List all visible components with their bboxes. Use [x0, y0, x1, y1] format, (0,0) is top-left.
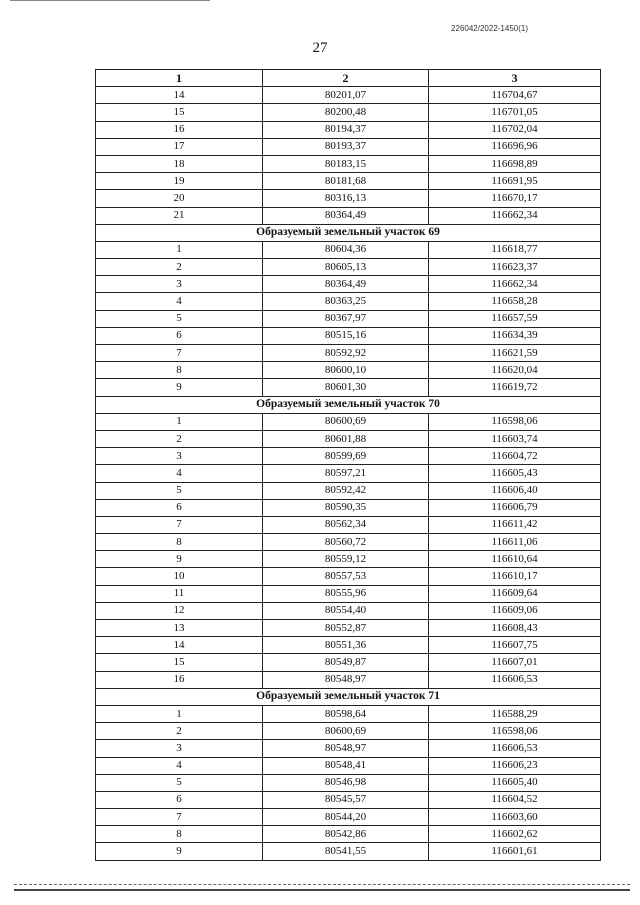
y-coordinate-cell: 116606,53 — [429, 740, 601, 757]
y-coordinate-cell: 116609,06 — [429, 602, 601, 619]
table-row — [96, 465, 601, 482]
point-number-cell: 4 — [96, 293, 263, 310]
y-coordinate-cell: 116605,40 — [429, 774, 601, 791]
point-number-cell: 9 — [96, 379, 263, 396]
point-number-cell: 1 — [96, 241, 263, 258]
table-row — [96, 482, 601, 499]
table-row — [96, 723, 601, 740]
page-number: 27 — [312, 40, 328, 56]
point-number-cell: 15 — [96, 104, 263, 121]
table-body — [96, 87, 601, 860]
document-reference: 226042/2022-1450(1) — [451, 24, 528, 33]
y-coordinate-cell: 116607,01 — [429, 654, 601, 671]
x-coordinate-cell: 80592,92 — [263, 345, 429, 362]
y-coordinate-cell: 116623,37 — [429, 259, 601, 276]
point-number-cell: 15 — [96, 654, 263, 671]
y-coordinate-cell: 116603,74 — [429, 430, 601, 447]
section-row — [96, 688, 601, 705]
table-row — [96, 190, 601, 207]
x-coordinate-cell: 80541,55 — [263, 843, 429, 860]
point-number-cell: 17 — [96, 138, 263, 155]
bottom-dashed-rule — [14, 884, 630, 885]
x-coordinate-cell: 80601,30 — [263, 379, 429, 396]
table-row — [96, 413, 601, 430]
table-row — [96, 740, 601, 757]
x-coordinate-cell: 80548,41 — [263, 757, 429, 774]
x-coordinate-cell: 80181,68 — [263, 173, 429, 190]
point-number-cell: 3 — [96, 448, 263, 465]
y-coordinate-cell: 116603,60 — [429, 809, 601, 826]
point-number-cell: 18 — [96, 155, 263, 172]
x-coordinate-cell: 80604,36 — [263, 241, 429, 258]
point-number-cell: 21 — [96, 207, 263, 224]
section-row — [96, 224, 601, 241]
x-coordinate-cell: 80600,69 — [263, 723, 429, 740]
table-row — [96, 534, 601, 551]
x-coordinate-cell: 80557,53 — [263, 568, 429, 585]
table-row — [96, 173, 601, 190]
x-coordinate-cell: 80183,15 — [263, 155, 429, 172]
y-coordinate-cell: 116606,79 — [429, 499, 601, 516]
point-number-cell: 3 — [96, 740, 263, 757]
x-coordinate-cell: 80552,87 — [263, 620, 429, 637]
header-point-number: 1 — [96, 70, 263, 87]
top-rule — [10, 0, 210, 1]
table-row — [96, 499, 601, 516]
point-number-cell: 8 — [96, 534, 263, 551]
y-coordinate-cell: 116698,89 — [429, 155, 601, 172]
x-coordinate-cell: 80363,25 — [263, 293, 429, 310]
table-row — [96, 293, 601, 310]
point-number-cell: 9 — [96, 551, 263, 568]
y-coordinate-cell: 116702,04 — [429, 121, 601, 138]
x-coordinate-cell: 80598,64 — [263, 705, 429, 722]
table-row — [96, 774, 601, 791]
y-coordinate-cell: 116662,34 — [429, 276, 601, 293]
y-coordinate-cell: 116696,96 — [429, 138, 601, 155]
y-coordinate-cell: 116634,39 — [429, 327, 601, 344]
table-row — [96, 379, 601, 396]
point-number-cell: 13 — [96, 620, 263, 637]
table-row — [96, 362, 601, 379]
table-row — [96, 241, 601, 258]
x-coordinate-cell: 80546,98 — [263, 774, 429, 791]
y-coordinate-cell: 116609,64 — [429, 585, 601, 602]
point-number-cell: 2 — [96, 430, 263, 447]
x-coordinate-cell: 80193,37 — [263, 138, 429, 155]
point-number-cell: 3 — [96, 276, 263, 293]
x-coordinate-cell: 80364,49 — [263, 207, 429, 224]
point-number-cell: 16 — [96, 671, 263, 688]
x-coordinate-cell: 80544,20 — [263, 809, 429, 826]
section-title: Образуемый земельный участок 69 — [96, 224, 601, 241]
point-number-cell: 5 — [96, 774, 263, 791]
point-number-cell: 1 — [96, 413, 263, 430]
table-row — [96, 87, 601, 104]
y-coordinate-cell: 116598,06 — [429, 413, 601, 430]
point-number-cell: 4 — [96, 757, 263, 774]
y-coordinate-cell: 116606,53 — [429, 671, 601, 688]
table-row — [96, 791, 601, 808]
x-coordinate-cell: 80592,42 — [263, 482, 429, 499]
y-coordinate-cell: 116610,64 — [429, 551, 601, 568]
table-row — [96, 568, 601, 585]
table-row — [96, 757, 601, 774]
x-coordinate-cell: 80597,21 — [263, 465, 429, 482]
point-number-cell: 4 — [96, 465, 263, 482]
section-title: Образуемый земельный участок 70 — [96, 396, 601, 413]
x-coordinate-cell: 80600,69 — [263, 413, 429, 430]
y-coordinate-cell: 116605,43 — [429, 465, 601, 482]
bottom-solid-rule — [14, 889, 630, 891]
table-row — [96, 551, 601, 568]
point-number-cell: 14 — [96, 87, 263, 104]
table-row — [96, 345, 601, 362]
table-row — [96, 121, 601, 138]
point-number-cell: 14 — [96, 637, 263, 654]
point-number-cell: 6 — [96, 499, 263, 516]
table-row — [96, 585, 601, 602]
y-coordinate-cell: 116598,06 — [429, 723, 601, 740]
table-row — [96, 826, 601, 843]
point-number-cell: 7 — [96, 345, 263, 362]
table-row — [96, 138, 601, 155]
point-number-cell: 5 — [96, 482, 263, 499]
x-coordinate-cell: 80601,88 — [263, 430, 429, 447]
y-coordinate-cell: 116601,61 — [429, 843, 601, 860]
point-number-cell: 8 — [96, 362, 263, 379]
y-coordinate-cell: 116618,77 — [429, 241, 601, 258]
point-number-cell: 8 — [96, 826, 263, 843]
y-coordinate-cell: 116621,59 — [429, 345, 601, 362]
x-coordinate-cell: 80548,97 — [263, 671, 429, 688]
y-coordinate-cell: 116604,72 — [429, 448, 601, 465]
x-coordinate-cell: 80554,40 — [263, 602, 429, 619]
table-row — [96, 310, 601, 327]
point-number-cell: 12 — [96, 602, 263, 619]
y-coordinate-cell: 116704,67 — [429, 87, 601, 104]
header-x-coordinate: 2 — [263, 70, 429, 87]
x-coordinate-cell: 80542,86 — [263, 826, 429, 843]
table-row — [96, 155, 601, 172]
y-coordinate-cell: 116611,42 — [429, 516, 601, 533]
x-coordinate-cell: 80545,57 — [263, 791, 429, 808]
y-coordinate-cell: 116662,34 — [429, 207, 601, 224]
header-y-coordinate: 3 — [429, 70, 601, 87]
table-row — [96, 516, 601, 533]
header-row — [96, 70, 601, 87]
point-number-cell: 16 — [96, 121, 263, 138]
section-row — [96, 396, 601, 413]
y-coordinate-cell: 116588,29 — [429, 705, 601, 722]
point-number-cell: 10 — [96, 568, 263, 585]
y-coordinate-cell: 116608,43 — [429, 620, 601, 637]
table-row — [96, 843, 601, 860]
section-title: Образуемый земельный участок 71 — [96, 688, 601, 705]
x-coordinate-cell: 80562,34 — [263, 516, 429, 533]
x-coordinate-cell: 80555,96 — [263, 585, 429, 602]
x-coordinate-cell: 80551,36 — [263, 637, 429, 654]
x-coordinate-cell: 80549,87 — [263, 654, 429, 671]
point-number-cell: 2 — [96, 259, 263, 276]
x-coordinate-cell: 80515,16 — [263, 327, 429, 344]
table-row — [96, 104, 601, 121]
x-coordinate-cell: 80200,48 — [263, 104, 429, 121]
point-number-cell: 6 — [96, 327, 263, 344]
x-coordinate-cell: 80559,12 — [263, 551, 429, 568]
table-row — [96, 259, 601, 276]
table-row — [96, 654, 601, 671]
y-coordinate-cell: 116691,95 — [429, 173, 601, 190]
y-coordinate-cell: 116658,28 — [429, 293, 601, 310]
y-coordinate-cell: 116610,17 — [429, 568, 601, 585]
y-coordinate-cell: 116701,05 — [429, 104, 601, 121]
point-number-cell: 19 — [96, 173, 263, 190]
y-coordinate-cell: 116602,62 — [429, 826, 601, 843]
y-coordinate-cell: 116606,23 — [429, 757, 601, 774]
x-coordinate-cell: 80316,13 — [263, 190, 429, 207]
table-row — [96, 620, 601, 637]
y-coordinate-cell: 116670,17 — [429, 190, 601, 207]
table-row — [96, 207, 601, 224]
y-coordinate-cell: 116607,75 — [429, 637, 601, 654]
point-number-cell: 2 — [96, 723, 263, 740]
point-number-cell: 20 — [96, 190, 263, 207]
table-row — [96, 637, 601, 654]
x-coordinate-cell: 80364,49 — [263, 276, 429, 293]
x-coordinate-cell: 80590,35 — [263, 499, 429, 516]
x-coordinate-cell: 80560,72 — [263, 534, 429, 551]
point-number-cell: 1 — [96, 705, 263, 722]
x-coordinate-cell: 80367,97 — [263, 310, 429, 327]
point-number-cell: 11 — [96, 585, 263, 602]
point-number-cell: 7 — [96, 809, 263, 826]
y-coordinate-cell: 116620,04 — [429, 362, 601, 379]
x-coordinate-cell: 80600,10 — [263, 362, 429, 379]
y-coordinate-cell: 116657,59 — [429, 310, 601, 327]
x-coordinate-cell: 80201,07 — [263, 87, 429, 104]
y-coordinate-cell: 116606,40 — [429, 482, 601, 499]
table-row — [96, 430, 601, 447]
table-row — [96, 448, 601, 465]
table-row — [96, 276, 601, 293]
point-number-cell: 6 — [96, 791, 263, 808]
y-coordinate-cell: 116619,72 — [429, 379, 601, 396]
x-coordinate-cell: 80548,97 — [263, 740, 429, 757]
table-row — [96, 327, 601, 344]
y-coordinate-cell: 116604,52 — [429, 791, 601, 808]
point-number-cell: 9 — [96, 843, 263, 860]
table-row — [96, 809, 601, 826]
table-row — [96, 705, 601, 722]
table-row — [96, 671, 601, 688]
x-coordinate-cell: 80599,69 — [263, 448, 429, 465]
y-coordinate-cell: 116611,06 — [429, 534, 601, 551]
x-coordinate-cell: 80194,37 — [263, 121, 429, 138]
point-number-cell: 5 — [96, 310, 263, 327]
x-coordinate-cell: 80605,13 — [263, 259, 429, 276]
coordinates-table — [95, 69, 601, 861]
point-number-cell: 7 — [96, 516, 263, 533]
table-row — [96, 602, 601, 619]
